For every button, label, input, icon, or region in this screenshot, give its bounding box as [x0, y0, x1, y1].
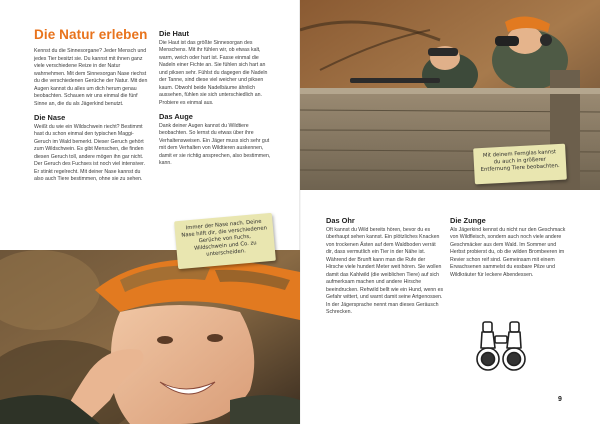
boy-photo-illustration — [0, 250, 300, 424]
ear-paragraph: Oft kannst du Wild bereits hören, bevor du es überhaupt sehen kannst. Ein plötzliches Knacken von trockenen Ästen auf dem Waldboden verrät dir, dass vermutlich ein Tier in der Nähe ist. Während der Brunft kann man die Rufe der Hirsche viele hundert Meter weit hören. Sie wollen damit das Kahlwild (die weiblichen Tiere) auf sich aufmerksam machen und andere Hirsche beeindrucken. Rehwild bellt wie ein Hund, wenn es Gefahr wittert, und warnt damit seine Artgenossen. In der Jägersprache nennt man dieses Geräusch Schrecken. — [326, 226, 444, 315]
tongue-paragraph: Als Jägerkind kennst du nicht nur den Geschmack von Wildfleisch, sondern auch noch viele andere Geschmäcker aus dem Wald. Im Sommer und Herbst probierst du, ob die wilden Brombeeren im Revier schon reif sind. Gemeinsam mit einem Erwachsenen sammelst du essbare Pilze und Wildkräuter für leckere Abendessen. — [450, 226, 566, 278]
ear-column — [326, 217, 444, 317]
boy-photo — [0, 250, 300, 424]
binocular-tip-note: Mit deinem Fernglas kannst du auch in größerer Entfernung Tiere beobachten. — [473, 144, 567, 185]
eye-heading: Das Auge — [159, 112, 193, 121]
tongue-heading: Die Zunge — [450, 216, 486, 225]
ear-heading: Das Ohr — [326, 216, 355, 225]
middle-column — [159, 30, 275, 168]
skin-paragraph: Die Haut ist das größte Sinnesorgan des Menschens. Mit ihr fühlen wir, ob etwas kalt, warm, weich oder hart ist. Fasse einmal die Nadeln einer Fichte an. Sie fühlen sich hart an und piksen sehr. Fühlst du dagegen die Nadeln der Tanne, sind diese viel weicher und piksen kaum. Obwohl beide Nadelbäume ähnlich aussehen, fühlen sie sich unterschiedlich an. Probiere es einmal aus. — [159, 39, 268, 106]
binoculars-icon — [473, 318, 529, 372]
page-number: 9 — [558, 396, 562, 403]
skin-heading: Die Haut — [159, 29, 189, 38]
nose-tip-note: Immer der Nase nach. Deine Nase hilft dir, die verschiedenen Gerüche von Fuchs, Wildschwein und Co. zu unterscheiden. — [174, 213, 276, 269]
tongue-column — [450, 217, 572, 279]
left-column — [34, 48, 148, 184]
nose-heading: Die Nase — [34, 113, 66, 122]
page-title: Die Natur erleben — [34, 27, 148, 42]
nose-paragraph: Weißt du wie ein Wildschwein riecht? Bestimmt hast du schon einmal den typischen Maggi-Geruch im Wald bemerkt. Dieser Geruch gehört zum Wildschwein. Es gibt Menschen, die finden diesen Geruch toll, andere mögen ihn gar nicht. Der Geruch des Fuchses ist noch viel intensiver. Er stinkt regelrecht. Mit deiner Nase kannst du also auch Tiere bestimmen, ohne sie zu sehen. — [34, 123, 146, 182]
intro-paragraph: Kennst du die Sinnesorgane? Jeder Mensch und jedes Tier besitzt sie. Du kannst mit ihnen ganz viele verschiedene Reize in der Natur wahrnehmen. Mit dem Sinnesorgan Nase riechst du die verschiedenen Gerüche der Natur. Mit den Augen kannst du alles um dich herum genau beobachten. Schauen wir uns einmal die fünf Sinne an, die du als Jägerkind benutzt. — [34, 48, 148, 107]
eye-paragraph: Dank deiner Augen kannst du Wildtiere beobachten. So lernst du etwas über ihre Verhaltensweisen. Ein Jäger muss sich sehr gut mit dem Verhalten von Wildtieren auskennen, damit er sie richtig ansprechen, also bestimmen, kann. — [159, 122, 271, 166]
right-page — [300, 0, 600, 424]
